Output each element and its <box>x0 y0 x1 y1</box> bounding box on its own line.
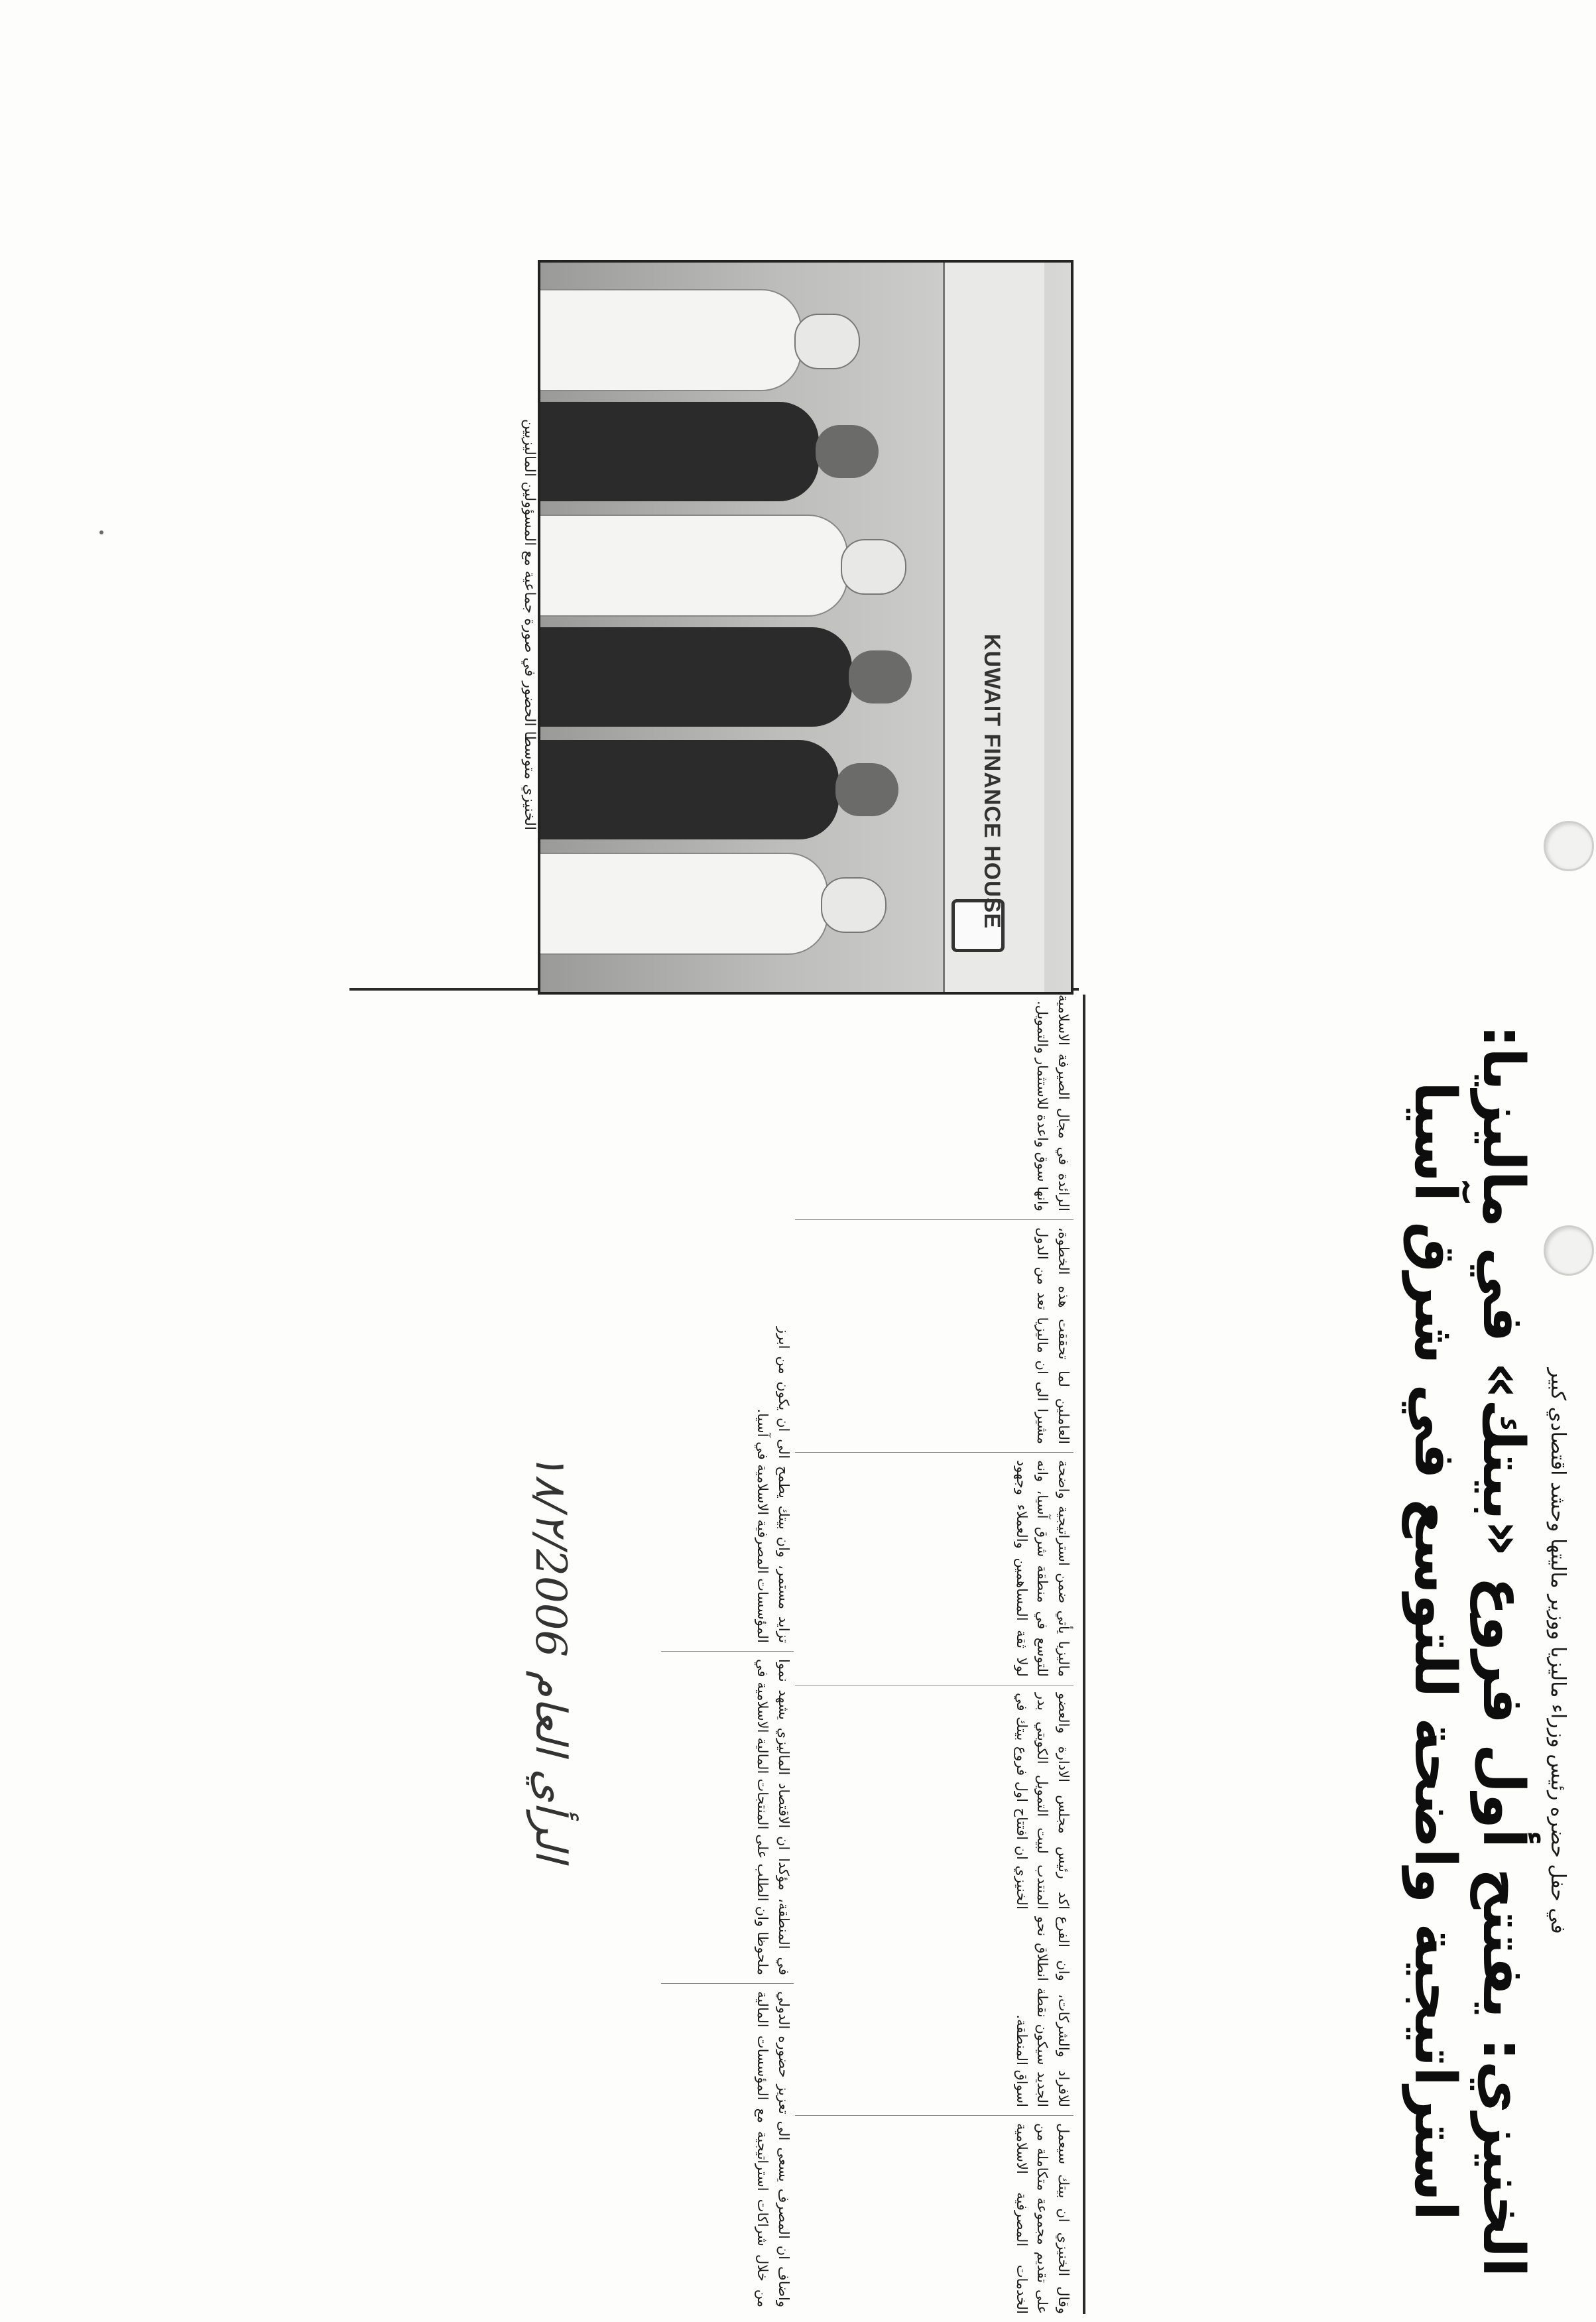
banner-text: KUWAIT FINANCE HOUSE <box>979 634 1005 929</box>
article-body-top: اكد رئيس مجلس الادارة والعضو المنتدب لبيت التمويل الكويتي بدر الخنيزي ان افتتاح اول فروع بيتك في ماليزيا يأتي ضمن استراتيجية واضحة للتوسع في منطقة شرق آسيا، وانه لولا ثقة المساهمين والعملاء وجهود العاملين لما تحققت هذه الخطوة، مشيرا الى ان ماليزيا تعد من الدول الرائدة في مجال الصيرفة الاسلامية وانها سوق واعدة للاستثمار والتمويل. <box>1014 995 1072 1910</box>
person-figure <box>538 402 819 501</box>
person-figure <box>538 853 828 955</box>
article-photo <box>538 260 1074 995</box>
column-divider <box>1083 995 1085 2314</box>
person-figure <box>538 289 802 391</box>
person-figure <box>538 627 852 727</box>
article-body-main: واضاف ان المصرف يسعى الى تعزيز حضوره الدولي من خلال شراكات استراتيجية مع المؤسسات المالية في المنطقة، مؤكدا ان الاقتصاد الماليزي يشهد نموا ملحوظا وان الطلب على المنتجات المالية الاسلامية في تزايد مستمر، وان بيتك يطمح الى ان يكون من ابرز المؤسسات المصرفية الاسلامية في آسيا. <box>755 1327 792 2307</box>
person-figure <box>538 515 848 617</box>
person-figure <box>538 740 839 839</box>
article-kicker: في حفل حضره رئيس وزراء ماليزيا ووزير ماليتها وحشد اقتصادي كبير <box>1546 1368 1569 1934</box>
article-body-left: وقال الخنيزي ان بيتك سيعمل على تقديم مجموعة متكاملة من الخدمات المصرفية الاسلامية للافراد والشركات، وان الفرع الجديد سيكون نقطة انطلاق نحو اسواق المنطقة. <box>1014 1916 1072 2314</box>
headline-block <box>1400 995 1569 2307</box>
article-headline: الخنيزي: يفتتح أول فروع «بيتك» في ماليزيا: استراتيجية واضحة للتوسع في شرق آسيا <box>1401 1024 1536 2278</box>
handwritten-source-date: الرأي العام ١٨/٢/2006 <box>526 1452 575 1862</box>
photo-banner <box>943 263 1044 992</box>
photo-caption: الخنيزي متوسطا الحضور في صورة جماعية مع المسؤولين الماليزيين <box>521 418 538 831</box>
